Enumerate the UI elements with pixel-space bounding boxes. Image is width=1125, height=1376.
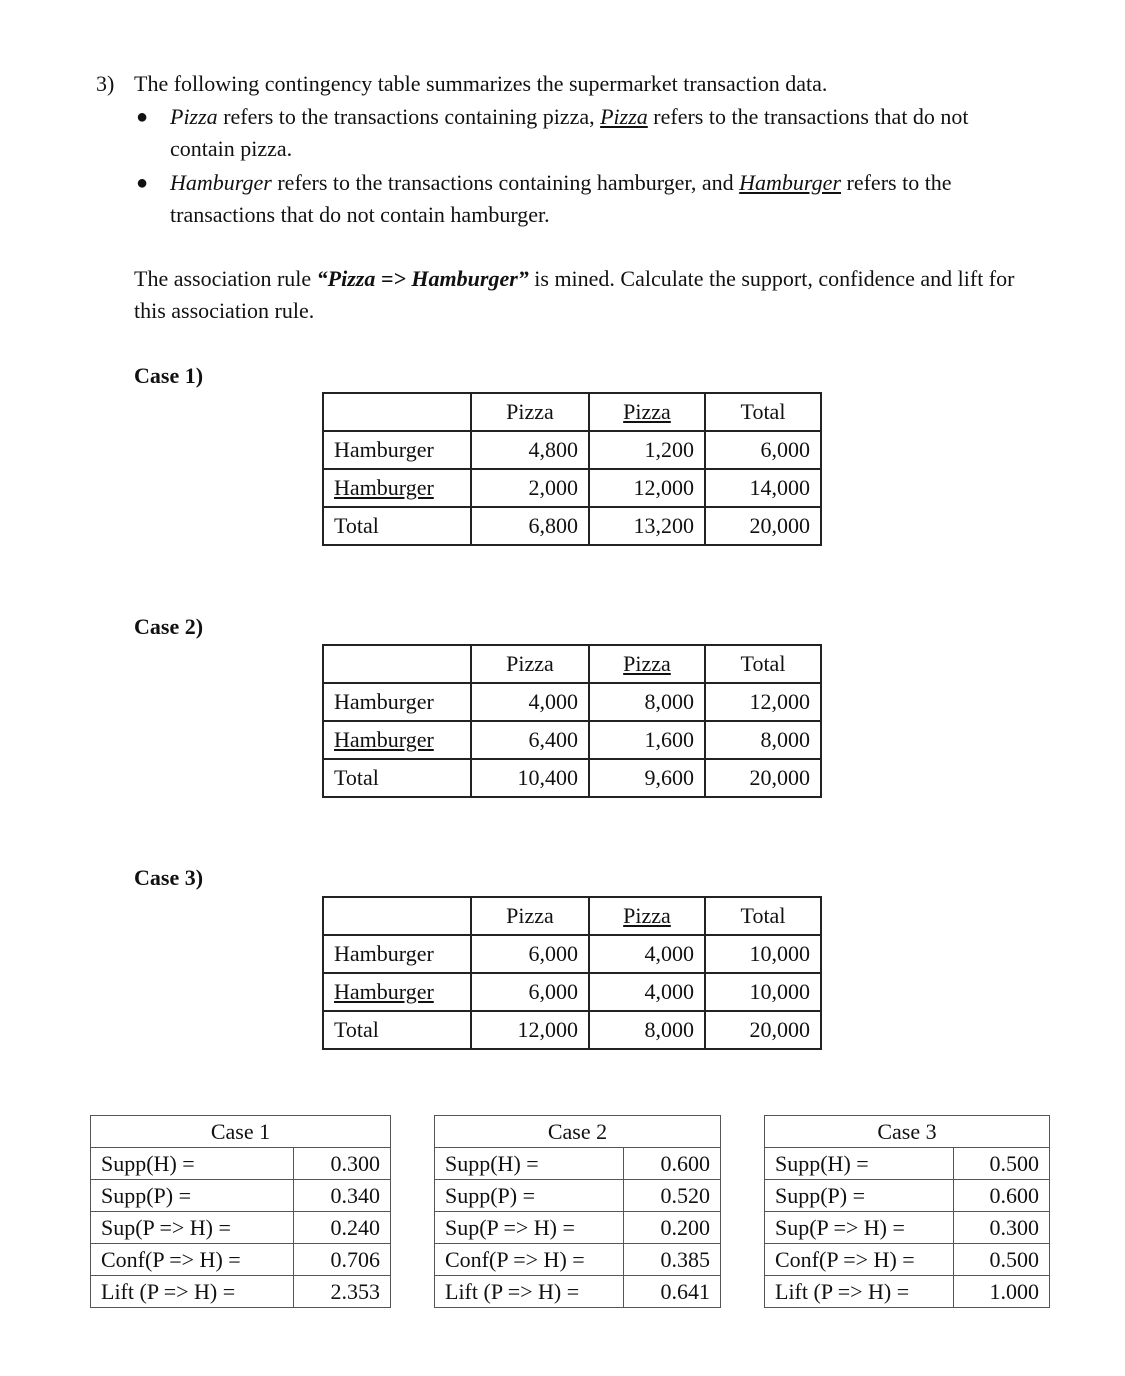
header-pizza: Pizza — [471, 393, 589, 431]
question-intro: The following contingency table summarizes the supermarket transaction data. — [134, 71, 828, 96]
results-table-case-2 — [434, 1115, 721, 1308]
bullet-icon: ● — [136, 106, 149, 128]
row-label-total: Total — [323, 1011, 471, 1049]
table-header-row — [323, 393, 821, 431]
task-text: The association rule — [134, 266, 317, 291]
metric-label: Supp(H) = — [435, 1148, 624, 1180]
cell: 12,000 — [589, 469, 705, 507]
table-row — [323, 973, 821, 1011]
metric-value: 0.500 — [954, 1148, 1050, 1180]
metric-label: Supp(P) = — [435, 1180, 624, 1212]
row-label-total: Total — [323, 507, 471, 545]
cell: 12,000 — [705, 683, 821, 721]
task-paragraph — [134, 263, 1044, 327]
table-header-row — [323, 897, 821, 935]
cell: 6,000 — [471, 935, 589, 973]
table-row — [91, 1148, 391, 1180]
results-table-case-3 — [764, 1115, 1050, 1308]
row-label-not-hamburger: Hamburger — [323, 469, 471, 507]
cell: 6,000 — [705, 431, 821, 469]
cell: 20,000 — [705, 759, 821, 797]
metric-value: 2.353 — [294, 1276, 391, 1308]
table-row — [435, 1180, 721, 1212]
table-row — [765, 1276, 1050, 1308]
cell: 10,400 — [471, 759, 589, 797]
metric-value: 0.641 — [624, 1276, 721, 1308]
table-row — [323, 431, 821, 469]
metric-label: Supp(P) = — [91, 1180, 294, 1212]
cell: 6,400 — [471, 721, 589, 759]
metric-value: 0.706 — [294, 1244, 391, 1276]
association-rule: “Pizza => Hamburger” — [316, 266, 529, 291]
cell: 6,000 — [471, 973, 589, 1011]
header-not-pizza: Pizza — [589, 645, 705, 683]
case-3-label: Case 3) — [134, 865, 204, 890]
table-row — [323, 469, 821, 507]
case-1-label: Case 1) — [134, 363, 204, 388]
cell: 13,200 — [589, 507, 705, 545]
results-title: Case 2 — [435, 1116, 721, 1148]
term-hamburger: Hamburger — [170, 170, 272, 195]
row-label-hamburger: Hamburger — [323, 683, 471, 721]
metric-label: Supp(H) = — [91, 1148, 294, 1180]
term-not-hamburger: Hamburger — [739, 170, 842, 195]
table-row — [765, 1212, 1050, 1244]
header-cell-empty — [323, 645, 471, 683]
metric-label: Sup(P => H) = — [435, 1212, 624, 1244]
cell: 2,000 — [471, 469, 589, 507]
metric-value: 0.385 — [624, 1244, 721, 1276]
bullet-icon: ● — [136, 172, 149, 194]
cell: 12,000 — [471, 1011, 589, 1049]
table-row — [435, 1148, 721, 1180]
cell: 4,000 — [589, 935, 705, 973]
row-label-total: Total — [323, 759, 471, 797]
table-row — [435, 1212, 721, 1244]
metric-label: Lift (P => H) = — [91, 1276, 294, 1308]
metric-value: 0.600 — [954, 1180, 1050, 1212]
metric-value: 0.240 — [294, 1212, 391, 1244]
table-row — [91, 1180, 391, 1212]
cell: 4,800 — [471, 431, 589, 469]
table-row — [765, 1180, 1050, 1212]
term-pizza: Pizza — [170, 104, 218, 129]
table-row — [91, 1276, 391, 1308]
header-not-pizza: Pizza — [589, 393, 705, 431]
metric-label: Supp(H) = — [765, 1148, 954, 1180]
metric-label: Sup(P => H) = — [91, 1212, 294, 1244]
question-number: 3) — [96, 71, 115, 96]
definition-text: refers to the transactions containing pizza, — [217, 104, 601, 129]
results-title: Case 1 — [91, 1116, 391, 1148]
table-row — [435, 1276, 721, 1308]
metric-label: Supp(P) = — [765, 1180, 954, 1212]
definition-hamburger — [136, 167, 1036, 231]
metric-value: 0.300 — [294, 1148, 391, 1180]
table-row — [91, 1244, 391, 1276]
cell: 8,000 — [589, 683, 705, 721]
table-row — [323, 1011, 821, 1049]
cell: 4,000 — [589, 973, 705, 1011]
definition-text: refers to the transactions that do not contain hamburger. — [170, 170, 952, 227]
results-table-case-1 — [90, 1115, 391, 1308]
header-pizza: Pizza — [471, 645, 589, 683]
question-title — [96, 68, 827, 100]
cell: 6,800 — [471, 507, 589, 545]
header-cell-empty — [323, 897, 471, 935]
metric-value: 1.000 — [954, 1276, 1050, 1308]
metric-value: 0.520 — [624, 1180, 721, 1212]
metric-value: 0.340 — [294, 1180, 391, 1212]
table-row — [323, 759, 821, 797]
table-row — [323, 721, 821, 759]
cell: 20,000 — [705, 507, 821, 545]
cell: 9,600 — [589, 759, 705, 797]
row-label-not-hamburger: Hamburger — [323, 721, 471, 759]
definition-text: refers to the transactions that do not contain pizza. — [170, 104, 969, 161]
case-2-label: Case 2) — [134, 614, 204, 639]
term-not-pizza: Pizza — [600, 104, 648, 129]
table-header-row — [323, 645, 821, 683]
contingency-table-case-2 — [322, 644, 822, 798]
table-row — [323, 507, 821, 545]
metric-label: Sup(P => H) = — [765, 1212, 954, 1244]
cell: 14,000 — [705, 469, 821, 507]
cell: 10,000 — [705, 973, 821, 1011]
contingency-table-case-1 — [322, 392, 822, 546]
table-row — [765, 1244, 1050, 1276]
metric-label: Conf(P => H) = — [435, 1244, 624, 1276]
table-row — [91, 1212, 391, 1244]
row-label-not-hamburger: Hamburger — [323, 973, 471, 1011]
metric-value: 0.200 — [624, 1212, 721, 1244]
cell: 8,000 — [589, 1011, 705, 1049]
table-row — [765, 1148, 1050, 1180]
table-row — [323, 935, 821, 973]
contingency-table-case-3 — [322, 896, 822, 1050]
results-title: Case 3 — [765, 1116, 1050, 1148]
metric-label: Lift (P => H) = — [435, 1276, 624, 1308]
header-cell-empty — [323, 393, 471, 431]
cell: 1,600 — [589, 721, 705, 759]
header-not-pizza: Pizza — [589, 897, 705, 935]
metric-label: Conf(P => H) = — [765, 1244, 954, 1276]
header-total: Total — [705, 393, 821, 431]
metric-value: 0.600 — [624, 1148, 721, 1180]
metric-label: Lift (P => H) = — [765, 1276, 954, 1308]
table-row — [435, 1244, 721, 1276]
cell: 4,000 — [471, 683, 589, 721]
cell: 10,000 — [705, 935, 821, 973]
row-label-hamburger: Hamburger — [323, 935, 471, 973]
header-total: Total — [705, 897, 821, 935]
metric-label: Conf(P => H) = — [91, 1244, 294, 1276]
cell: 8,000 — [705, 721, 821, 759]
task-text: is mined. Calculate the support, confidence and lift for this association rule. — [134, 266, 1015, 323]
definition-pizza — [136, 101, 1036, 165]
metric-value: 0.500 — [954, 1244, 1050, 1276]
metric-value: 0.300 — [954, 1212, 1050, 1244]
definition-list — [136, 101, 1036, 233]
cell: 20,000 — [705, 1011, 821, 1049]
definition-text: refers to the transactions containing hamburger, and — [271, 170, 740, 195]
table-row — [323, 683, 821, 721]
header-pizza: Pizza — [471, 897, 589, 935]
header-total: Total — [705, 645, 821, 683]
cell: 1,200 — [589, 431, 705, 469]
row-label-hamburger: Hamburger — [323, 431, 471, 469]
